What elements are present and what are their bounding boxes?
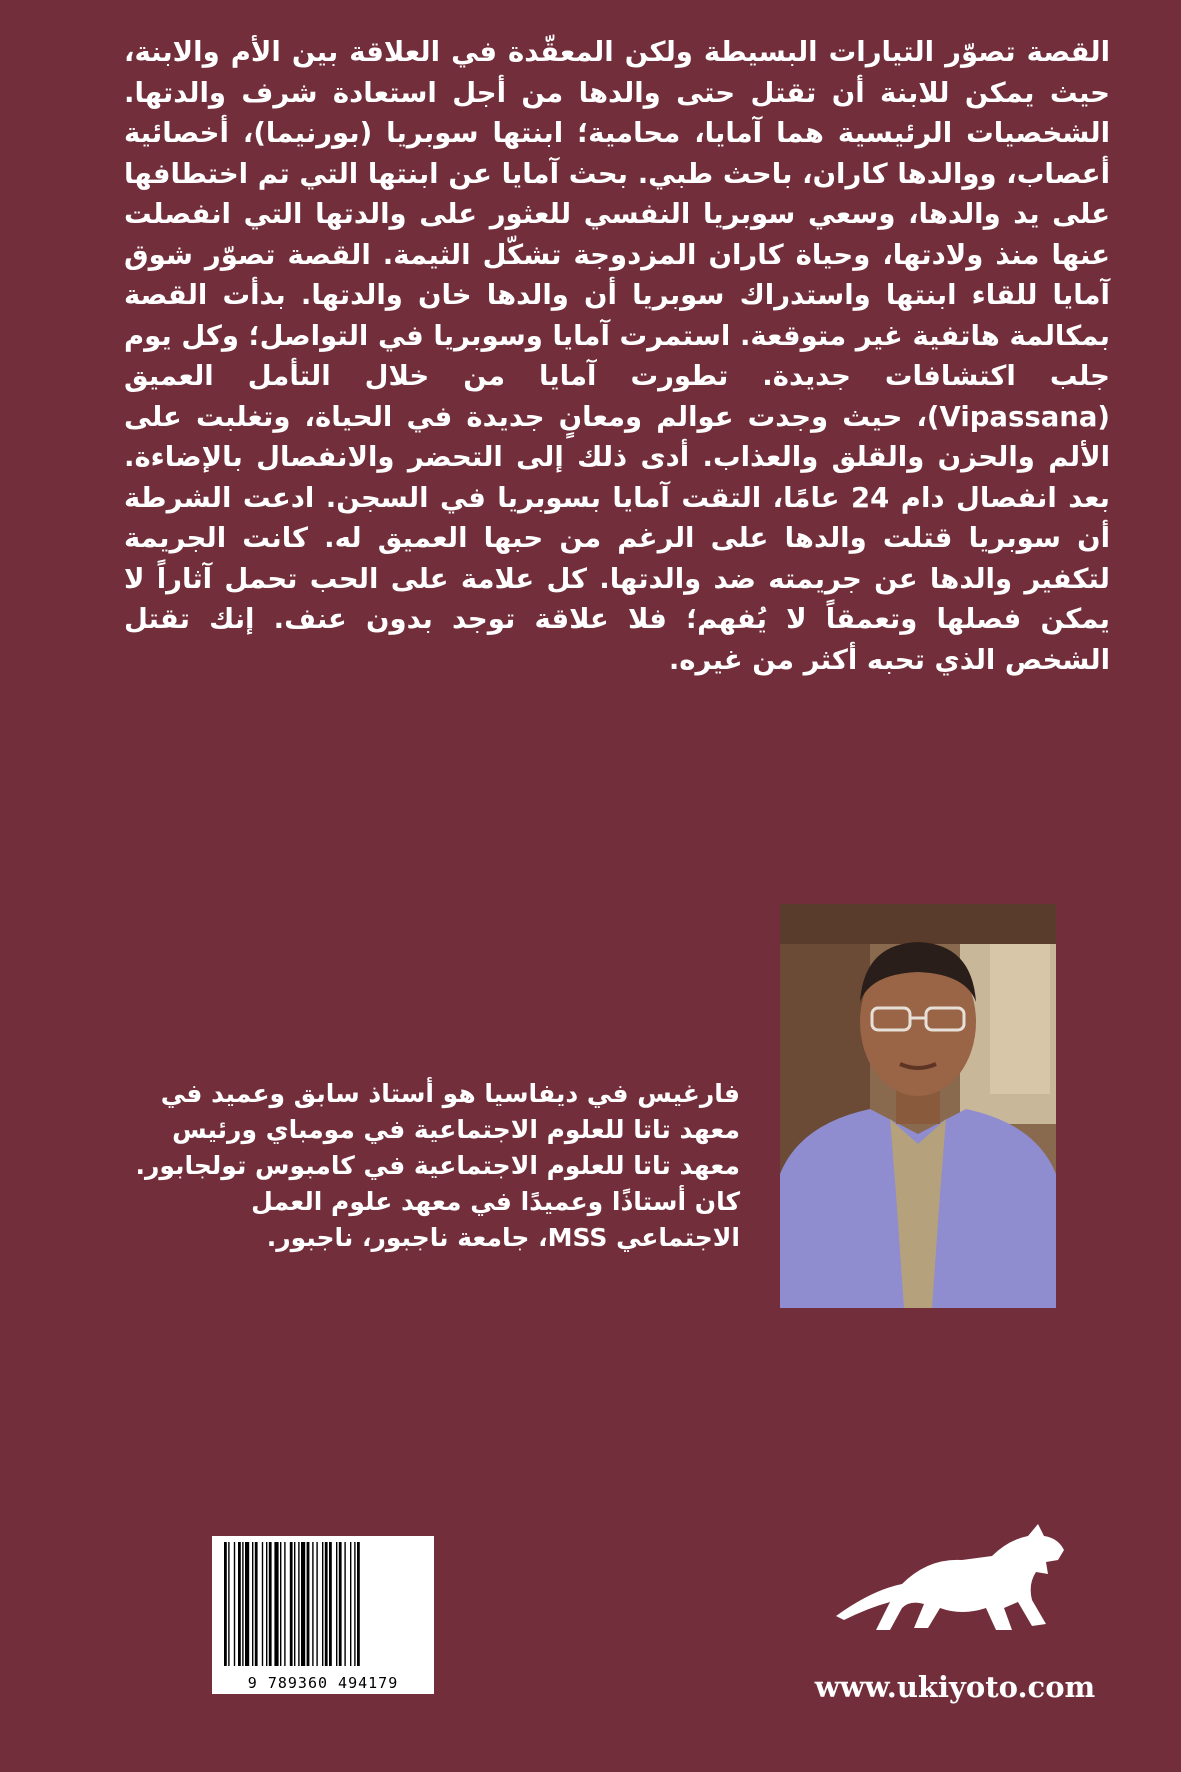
author-photo	[780, 904, 1056, 1308]
isbn-digits: 9 789360 494179	[247, 1674, 399, 1692]
publisher-url: www.ukiyoto.com	[814, 1670, 1096, 1704]
isbn-barcode	[212, 1536, 434, 1694]
panther-logo-icon	[832, 1520, 1068, 1636]
author-bio-text: فارغيس في ديفاسيا هو أستاذ سابق وعميد في معهد تاتا للعلوم الاجتماعية في مومباي ورئيس معهد تاتا للعلوم الاجتماعية في كامبوس تولجابور. كان أستاذًا وعميدًا في معهد علوم العمل الاجتماعي MSS، جامعة ناجبور، ناجبور.	[135, 1079, 740, 1252]
barcode-bars	[212, 1536, 434, 1672]
synopsis-text: القصة تصوّر التيارات البسيطة ولكن المعقّدة في العلاقة بين الأم والابنة، حيث يمكن للابنة أن تقتل حتى والدها من أجل استعادة شرف والدتها. الشخصيات الرئيسية هما آمايا، محامية؛ ابنتها سوبريا (بورنيما)، أخصائية أعصاب، ووالدها كاران، باحث طبي. بحث آمايا عن ابنتها التي تم اختطافها على يد والدها، وسعي سوبريا النفسي للعثور على والدتها التي انفصلت عنها منذ ولادتها، وحياة كاران المزدوجة تشكّل الثيمة. القصة تصوّر شوق آمايا للقاء ابنتها واستدراك سوبريا أن والدها خان والدتها. بدأت القصة بمكالمة هاتفية غير متوقعة. استمرت آمايا وسوبريا في التواصل؛ وكل يوم جلب اكتشافات جديدة. تطورت آمايا من خلال التأمل العميق (Vipassana)، حيث وجدت عوالم ومعانٍ جديدة في الحياة، وتغلبت على الألم والحزن والقلق والعذاب. أدى ذلك إلى التحضر والانفصال بالإضاءة. بعد انفصال دام 24 عامًا، التقت آمايا بسوبريا في السجن. ادعت الشرطة أن سوبريا قتلت والدها على الرغم من حبها العميق له. كانت الجريمة لتكفير والدها عن جريمته ضد والدتها. كل علامة على الحب تحمل آثاراً لا يمكن فصلها وتعمقاً لا يُفهم؛ فلا علاقة توجد بدون عنف. إنك تقتل الشخص الذي تحبه أكثر من غيره.	[124, 36, 1110, 676]
author-portrait-illustration	[780, 904, 1056, 1308]
